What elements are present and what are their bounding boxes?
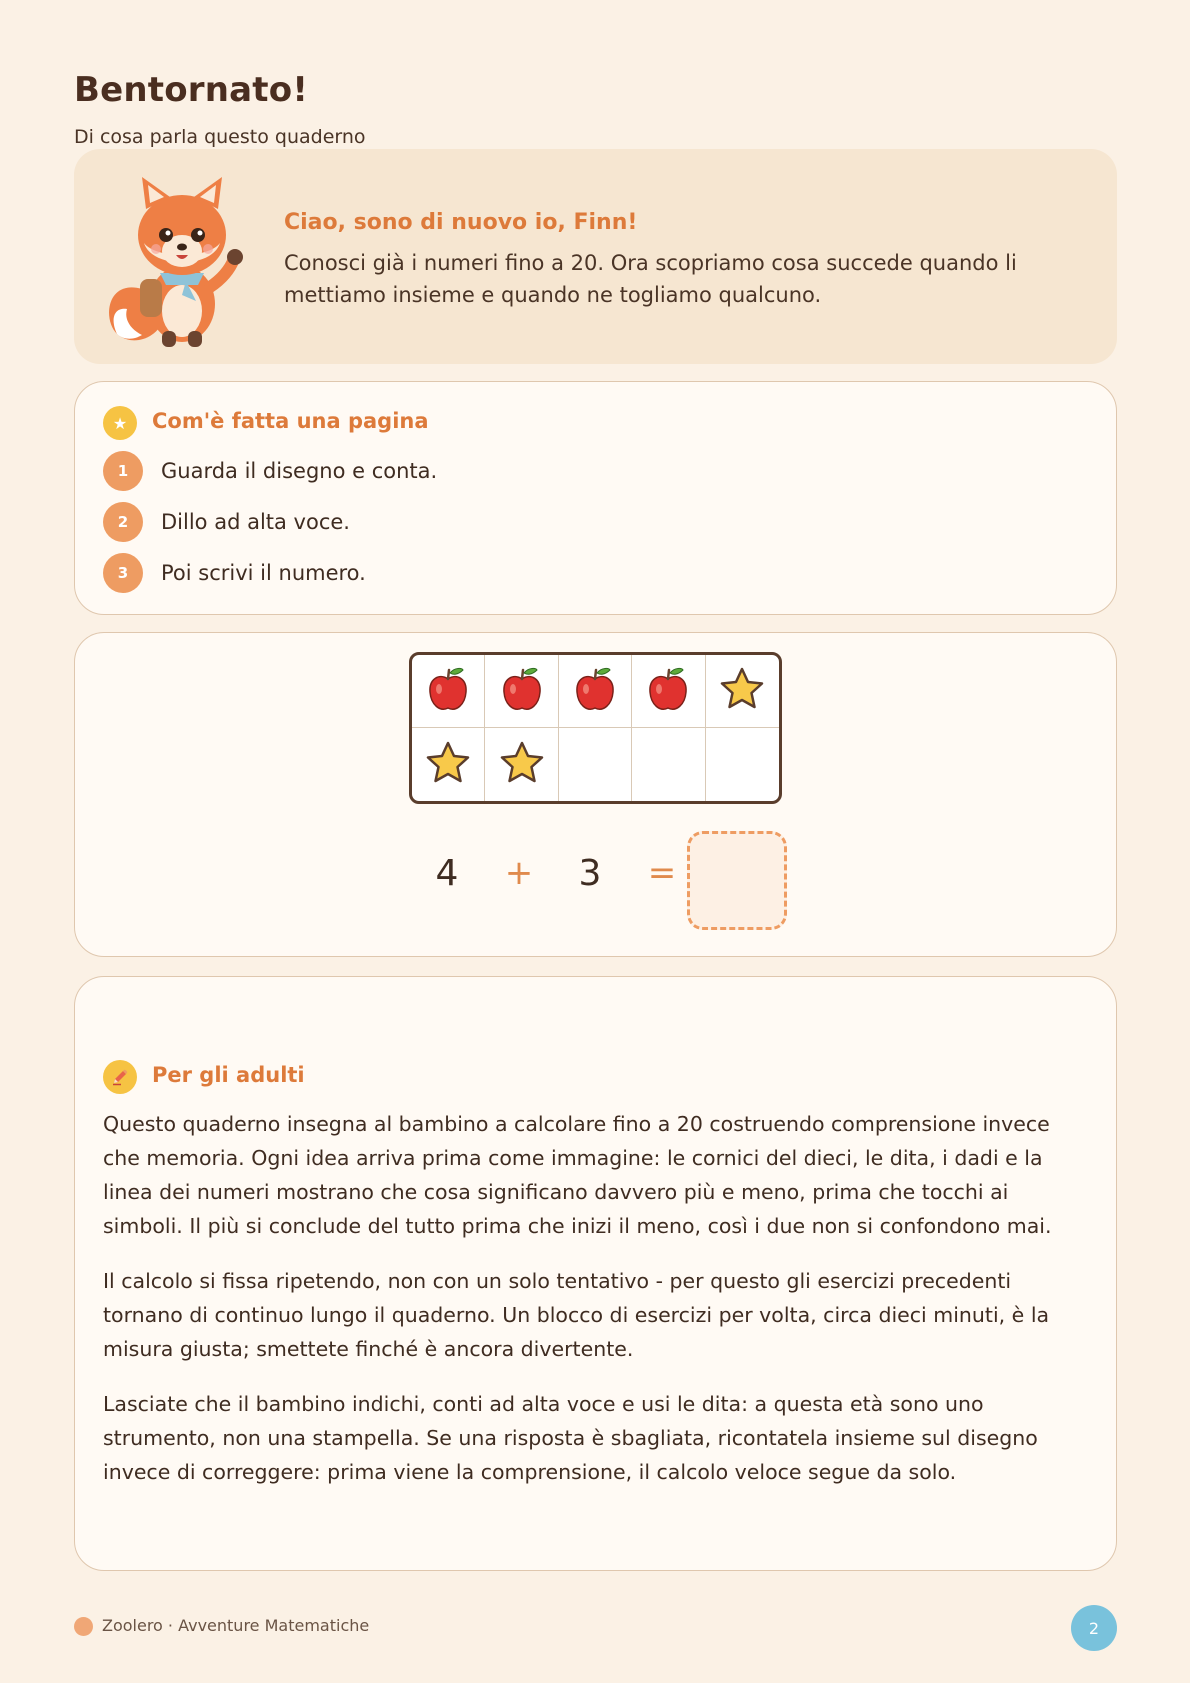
apple-icon	[572, 665, 618, 717]
step-number: 2	[103, 502, 143, 542]
step-item	[103, 502, 350, 542]
apple-icon	[499, 665, 545, 717]
pencil-icon	[103, 1060, 137, 1094]
ten-frame-cell	[485, 655, 558, 728]
star-icon: ★	[103, 406, 137, 440]
ten-frame-cell	[485, 728, 558, 801]
ten-frame	[409, 652, 782, 804]
equals-sign: =	[647, 853, 677, 893]
adults-heading: Per gli adulti	[152, 1063, 305, 1087]
page-number-badge: 2	[1071, 1605, 1117, 1651]
ten-frame-cell	[559, 728, 632, 801]
adults-paragraph: Il calcolo si fissa ripetendo, non con un solo tentativo - per questo gli esercizi precedenti tornano di continuo lungo il quaderno. Un blocco di esercizi per volta, circa dieci minuti, è la misura giusta; smettete finché è ancora divertente.	[103, 1269, 1050, 1361]
ten-frame-cell	[632, 655, 705, 728]
adults-paragraph: Lasciate che il bambino indichi, conti ad alta voce e usi le dita: a questa età sono uno strumento, non una stampella. Se una risposta è sbagliata, ricontatela insieme sul disegno invece di correggere: prima viene la comprensione, il calcolo veloce segue da solo.	[103, 1392, 1038, 1484]
star-icon	[424, 739, 472, 791]
brand-dot-icon	[74, 1617, 93, 1636]
equation-right-operand: 3	[578, 853, 602, 894]
page-structure-card	[74, 381, 1117, 615]
plus-operator: +	[504, 853, 534, 893]
adults-info-card	[74, 976, 1117, 1571]
footer-brand: Zoolero · Avventure Matematiche	[102, 1616, 370, 1635]
step-label: Poi scrivi il numero.	[161, 561, 366, 585]
ten-frame-cell	[632, 728, 705, 801]
step-item	[103, 451, 437, 491]
ten-frame-cell	[412, 655, 485, 728]
ten-frame-cell	[412, 728, 485, 801]
step-number: 1	[103, 451, 143, 491]
apple-icon	[645, 665, 691, 717]
intro-box	[74, 149, 1117, 364]
answer-box[interactable]	[687, 831, 787, 930]
page-title: Bentornato!	[74, 70, 309, 110]
apple-icon	[425, 665, 471, 717]
equation	[75, 831, 1116, 931]
intro-text: Conosci già i numeri fino a 20. Ora scopriamo cosa succede quando li mettiamo insieme e quando ne togliamo qualcuno.	[284, 251, 1017, 307]
equation-left-operand: 4	[435, 853, 459, 894]
step-number: 3	[103, 553, 143, 593]
adults-paragraph: Questo quaderno insegna al bambino a calcolare fino a 20 costruendo comprensione invece che memoria. Ogni idea arriva prima come immagine: le cornici del dieci, le dita, i dadi e la linea dei numeri mostrano che cosa significano davvero più e meno, prima che tocchi ai simboli. Il più si conclude del tutto prima che inizi il meno, così i due non si confondono mai.	[103, 1112, 1052, 1238]
star-icon	[498, 739, 546, 791]
ten-frame-cell	[559, 655, 632, 728]
steps-heading: Com'è fatta una pagina	[152, 409, 429, 433]
ten-frame-cell	[706, 728, 779, 801]
step-label: Guarda il disegno e conta.	[161, 459, 438, 483]
star-icon	[718, 665, 766, 717]
step-item	[103, 553, 366, 593]
page-subtitle: Di cosa parla questo quaderno	[74, 126, 366, 148]
ten-frame-cell	[706, 655, 779, 728]
fox-mascot-icon	[102, 169, 262, 349]
exercise-card	[74, 632, 1117, 957]
step-label: Dillo ad alta voce.	[161, 510, 350, 534]
intro-heading: Ciao, sono di nuovo io, Finn!	[284, 210, 638, 235]
